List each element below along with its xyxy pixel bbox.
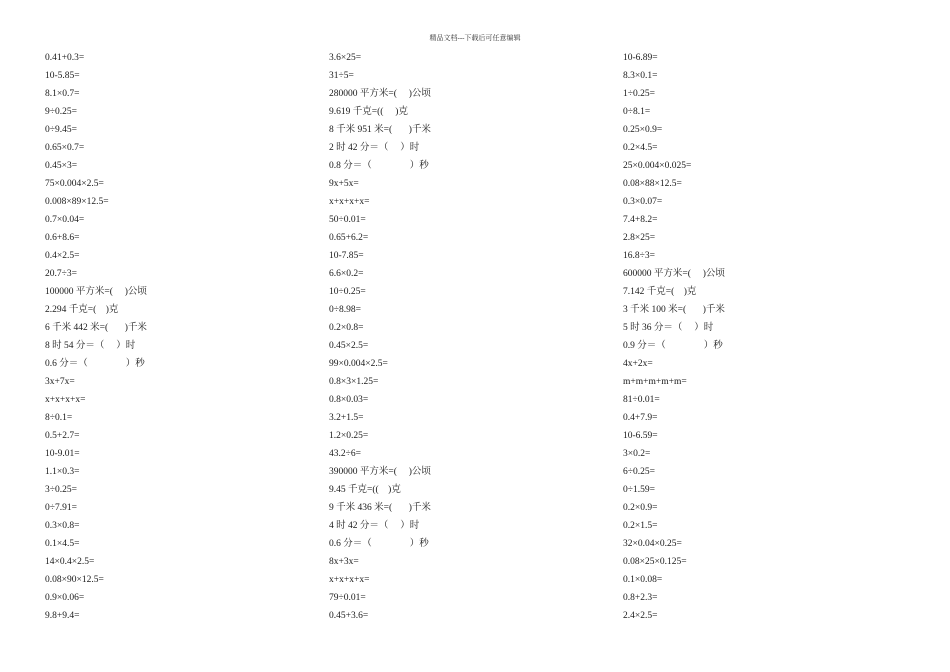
- math-problem: 0.2×1.5=: [623, 521, 658, 531]
- math-problem: 9.619 千克=(( )克: [329, 107, 408, 117]
- math-problem: 50÷0.01=: [329, 215, 366, 225]
- math-problem: 8÷0.1=: [45, 413, 73, 423]
- math-problem: 9.8+9.4=: [45, 611, 80, 621]
- math-problem: 9.45 千克=(( )克: [329, 485, 401, 495]
- math-problem: 2.8×25=: [623, 233, 656, 243]
- math-problem: 75×0.004×2.5=: [45, 179, 104, 189]
- math-problem: 0÷8.98=: [329, 305, 361, 315]
- math-problem: 6÷0.25=: [623, 467, 655, 477]
- problem-column-2: [329, 49, 589, 625]
- math-problem: 0.08×90×12.5=: [45, 575, 104, 585]
- math-problem: 3÷0.25=: [45, 485, 77, 495]
- math-problem: 4x+2x=: [623, 359, 653, 369]
- math-problem: x+x+x+x=: [45, 395, 86, 405]
- math-problem: 2.294 千克=( )克: [45, 305, 119, 315]
- math-problem: 3 千米 100 米=( )千米: [623, 305, 725, 315]
- math-problem: 0.8×0.03=: [329, 395, 369, 405]
- math-problem: 0.2×4.5=: [623, 143, 658, 153]
- math-problem: 8.1×0.7=: [45, 89, 80, 99]
- math-problem: 1.2×0.25=: [329, 431, 369, 441]
- math-problem: 9 千米 436 米=( )千米: [329, 503, 431, 513]
- math-problem: 14×0.4×2.5=: [45, 557, 95, 567]
- math-problem: x+x+x+x=: [329, 197, 370, 207]
- math-problem: 0.65+6.2=: [329, 233, 369, 243]
- math-problem: 2 时 42 分＝（ ）时: [329, 143, 420, 153]
- math-problem: 100000 平方米=( )公顷: [45, 287, 147, 297]
- math-problem: 0.6 分＝（ ）秒: [45, 359, 145, 369]
- math-problem: 10-9.01=: [45, 449, 80, 459]
- math-problem: 2.4×2.5=: [623, 611, 658, 621]
- math-problem: 3.2+1.5=: [329, 413, 364, 423]
- math-problem: 0.9 分＝（ ）秒: [623, 341, 723, 351]
- math-problem: 7.142 千克=( )克: [623, 287, 697, 297]
- math-problem: 0.65×0.7=: [45, 143, 85, 153]
- math-problem: 79÷0.01=: [329, 593, 366, 603]
- math-problem: 0.6 分＝（ ）秒: [329, 539, 429, 549]
- math-problem: 390000 平方米=( )公顷: [329, 467, 431, 477]
- math-problem: 43.2÷6=: [329, 449, 361, 459]
- problem-column-1: [45, 49, 305, 625]
- math-problem: 1÷0.25=: [623, 89, 655, 99]
- math-problem: 8 时 54 分＝（ ）时: [45, 341, 136, 351]
- math-problem: 0÷9.45=: [45, 125, 77, 135]
- math-problem: 0.7×0.04=: [45, 215, 85, 225]
- math-problem: 10-6.89=: [623, 53, 658, 63]
- math-problem: 9x+5x=: [329, 179, 359, 189]
- math-problem: 6 千米 442 米=( )千米: [45, 323, 147, 333]
- math-problem: 81÷0.01=: [623, 395, 660, 405]
- math-problem: 0.45×2.5=: [329, 341, 369, 351]
- math-problem: m+m+m+m+m=: [623, 377, 687, 387]
- math-problem: 0.08×25×0.125=: [623, 557, 687, 567]
- math-problem: 0÷8.1=: [623, 107, 651, 117]
- math-problem: 31÷5=: [329, 71, 354, 81]
- math-problem: 0÷7.91=: [45, 503, 77, 513]
- math-problem: 0.45+3.6=: [329, 611, 369, 621]
- math-problem: 1.1×0.3=: [45, 467, 80, 477]
- math-problem: 0.8×3×1.25=: [329, 377, 379, 387]
- math-problem: 0.8 分＝（ ）秒: [329, 161, 429, 171]
- math-problem: 0.41+0.3=: [45, 53, 85, 63]
- math-problem: 10-6.59=: [623, 431, 658, 441]
- math-problem: 10÷0.25=: [329, 287, 366, 297]
- problem-column-3: [623, 49, 883, 625]
- math-problem: 25×0.004×0.025=: [623, 161, 692, 171]
- math-problem: 280000 平方米=( )公顷: [329, 89, 431, 99]
- math-problem: 0.5+2.7=: [45, 431, 80, 441]
- math-problem: 0.45×3=: [45, 161, 78, 171]
- math-problem: 0÷1.59=: [623, 485, 655, 495]
- math-problem: 8x+3x=: [329, 557, 359, 567]
- math-problem: 0.4×2.5=: [45, 251, 80, 261]
- math-problem: 0.1×4.5=: [45, 539, 80, 549]
- math-problem: 8 千米 951 米=( )千米: [329, 125, 431, 135]
- math-problem: 0.1×0.08=: [623, 575, 663, 585]
- math-problem: 16.8÷3=: [623, 251, 655, 261]
- math-problem: 3.6×25=: [329, 53, 362, 63]
- math-problem: 0.2×0.9=: [623, 503, 658, 513]
- math-problem: 8.3×0.1=: [623, 71, 658, 81]
- math-problem: 0.008×89×12.5=: [45, 197, 109, 207]
- math-problem: 0.6+8.6=: [45, 233, 80, 243]
- math-problem: 99×0.004×2.5=: [329, 359, 388, 369]
- math-problem: 10-7.85=: [329, 251, 364, 261]
- math-problem: 10-5.85=: [45, 71, 80, 81]
- math-problem: 3×0.2=: [623, 449, 651, 459]
- math-problem: 20.7÷3=: [45, 269, 77, 279]
- math-problem: 0.3×0.07=: [623, 197, 663, 207]
- math-problem: 0.3×0.8=: [45, 521, 80, 531]
- math-problem: 9÷0.25=: [45, 107, 77, 117]
- math-problem: 0.08×88×12.5=: [623, 179, 682, 189]
- math-problem: x+x+x+x=: [329, 575, 370, 585]
- math-problem: 0.25×0.9=: [623, 125, 663, 135]
- math-problem: 600000 平方米=( )公顷: [623, 269, 725, 279]
- math-problem: 0.4+7.9=: [623, 413, 658, 423]
- math-problem: 0.8+2.3=: [623, 593, 658, 603]
- math-problem: 5 时 36 分＝（ ）时: [623, 323, 714, 333]
- math-problem: 4 时 42 分＝（ ）时: [329, 521, 420, 531]
- page-header: 精品文档---下载后可任意编辑: [429, 34, 521, 42]
- math-problem: 32×0.04×0.25=: [623, 539, 682, 549]
- math-problem: 6.6×0.2=: [329, 269, 364, 279]
- math-problem: 7.4+8.2=: [623, 215, 658, 225]
- math-problem: 3x+7x=: [45, 377, 75, 387]
- math-problem: 0.2×0.8=: [329, 323, 364, 333]
- math-problem: 0.9×0.06=: [45, 593, 85, 603]
